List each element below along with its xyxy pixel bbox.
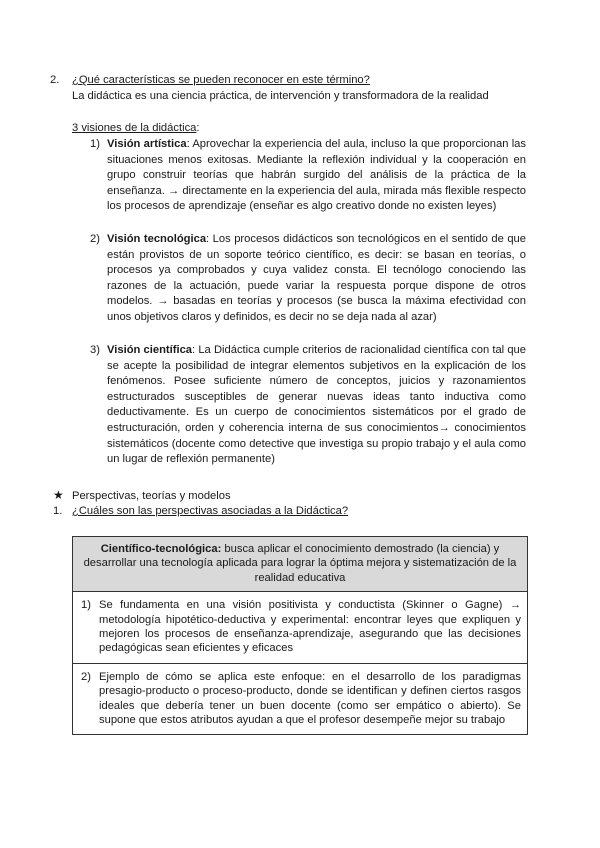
perspectives-label: Perspectivas, teorías y modelos	[72, 490, 231, 502]
vision-text	[107, 137, 526, 215]
vision-title: Visión tecnológica	[107, 233, 207, 245]
row-number: 2)	[81, 670, 91, 683]
vision-title: Visión científica	[107, 344, 193, 356]
question-number: 2.	[50, 74, 60, 86]
answer-text: La didáctica es una ciencia práctica, de intervención y transformadora de la realidad	[72, 90, 489, 102]
table-header	[73, 537, 527, 592]
perspectives-bullet	[53, 488, 231, 505]
vision-number: 1)	[90, 138, 100, 150]
question-text: ¿Cuáles son las perspectivas asociadas a la Didáctica?	[72, 505, 349, 517]
question-number: 1.	[53, 505, 63, 517]
table-header-text: busca aplicar el conocimiento demostrado (la ciencia) y desarrollar una tecnología aplicada para lograr la óptima mejora y sistematización de la realidad educativa	[83, 543, 517, 584]
vision-description: : La Didáctica cumple criterios de racionalidad científica con tal que se acepte la posibilidad de integrar elementos subjetivos en la explicación de los fenómenos. Posee suficiente número de conceptos, juicios y razonamientos estructurados susceptibles de generar nuevas ideas tanto inductiva como deductivamente. Es un cuerpo de conocimientos sistemáticos por el grado de estructuración, orden y coherencia interna de sus conocimientos→ conocimientos sistemáticos (docente como detective que investiga su propio trabajo y el aula como un lugar de reflexión permanente)	[107, 344, 526, 466]
vision-title: Visión artística	[107, 138, 187, 150]
row-text: Ejemplo de cómo se aplica este enfoque: en el desarrollo de los paradigmas presagio-producto o proceso-producto, donde se identifican y definen ciertos rasgos ideales que debería tener un buen docente (como ser empático o abierto). Se supone que estos atributos ayudan a que el profesor desempeñe mejor su trabajo	[99, 670, 521, 727]
vision-number: 2)	[90, 233, 100, 245]
question-1	[53, 504, 348, 520]
vision-number: 3)	[90, 344, 100, 356]
vision-description: : Los procesos didácticos son tecnológicos en el sentido de que están provistos de un soporte teórico científico, es decir: se basan en teorías, o procesos ya comprobados y cuya validez consta. El tecnólogo conociendo las razones de la actuación, puede variar la respuesta porque dispone de otros modelos. → basadas en teorías y procesos (se busca la máxima efectividad con unos objetivos claros y definidos, es decir no se deja nada al azar)	[107, 233, 526, 323]
row-text: Se fundamenta en una visión positivista y conductista (Skinner o Gagne) → metodología hipotético-deductiva y experimental: encontrar leyes que expliquen y mejoren los procesos de enseñanza-aprendizaje, asegurando que las decisiones pedagógicas sean eficientes y eficaces	[99, 599, 521, 655]
vision-text	[107, 232, 526, 326]
visions-heading	[72, 121, 200, 137]
visions-heading-colon: :	[196, 122, 200, 134]
perspective-table	[72, 536, 528, 735]
vision-text	[107, 343, 526, 468]
question-text: ¿Qué características se pueden reconocer en este término?	[72, 74, 370, 86]
visions-heading-text: 3 visiones de la didáctica	[72, 122, 197, 134]
row-number: 1)	[81, 599, 91, 612]
table-header-title: Científico-tecnológica:	[100, 543, 222, 555]
table-row	[73, 663, 527, 735]
star-icon: ★	[53, 488, 64, 502]
vision-description: : Aprovechar la experiencia del aula, incluso la que proporcionan las situaciones menos exitosas. Mediante la reflexión individual y la cooperación en grupo construir teorías que habrán surgido del análisis de la práctica de la enseñanza. → directamente en la experiencia del aula, mirada más flexible respecto los procesos de aprendizaje (enseñar es algo creativo donde no existen leyes)	[107, 138, 526, 213]
table-row	[73, 592, 527, 663]
